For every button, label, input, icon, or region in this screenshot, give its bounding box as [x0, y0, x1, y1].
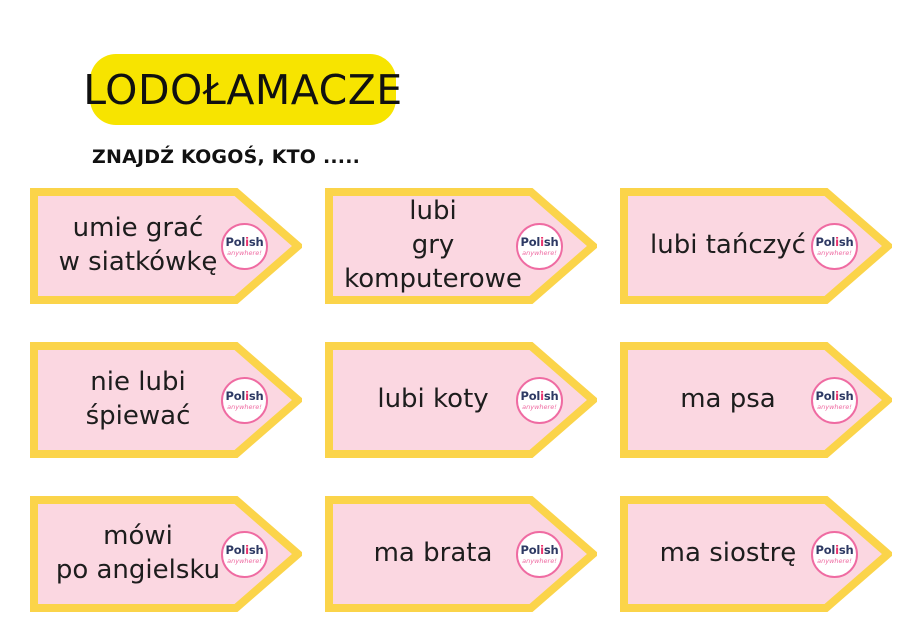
polish-anywhere-logo [221, 531, 268, 578]
logo-wordmark: Polish [225, 389, 264, 403]
card-text [337, 342, 529, 458]
card-line: ma brata [373, 538, 493, 569]
logo-wordmark: Polish [520, 389, 559, 403]
logo-tagline: anywhere! [522, 248, 557, 257]
subtitle: ZNAJDŹ KOGOŚ, KTO ..... [92, 146, 361, 168]
title-badge [83, 54, 403, 125]
card-line: lubi tańczyć [650, 230, 806, 261]
card-4 [30, 342, 302, 458]
card-line: lubi [409, 196, 457, 227]
card-text [42, 496, 234, 612]
card-line: w siatkówkę [58, 247, 218, 277]
card-text [42, 342, 234, 458]
cards-grid [30, 188, 892, 612]
card-line: komputerowe [344, 263, 522, 294]
polish-anywhere-logo [221, 223, 268, 270]
polish-anywhere-logo [516, 223, 563, 270]
polish-anywhere-logo [811, 223, 858, 270]
logo-wordmark: Polish [815, 235, 854, 249]
card-9 [620, 496, 892, 612]
logo-wordmark: Polish [815, 543, 854, 557]
card-line: umie grać [72, 213, 204, 244]
card-1 [30, 188, 302, 304]
card-text [632, 496, 824, 612]
card-2 [325, 188, 597, 304]
card-text [42, 188, 234, 304]
card-line: lubi koty [377, 384, 489, 415]
logo-tagline: anywhere! [817, 402, 852, 411]
card-8 [325, 496, 597, 612]
card-line: nie lubi [90, 367, 186, 398]
logo-wordmark: Polish [225, 543, 264, 557]
card-line: gry [411, 230, 455, 261]
card-6 [620, 342, 892, 458]
card-line: po angielsku [55, 555, 221, 585]
logo-tagline: anywhere! [227, 402, 262, 411]
logo-wordmark: Polish [520, 235, 559, 249]
logo-tagline: anywhere! [522, 556, 557, 565]
card-text [632, 342, 824, 458]
card-7 [30, 496, 302, 612]
logo-tagline: anywhere! [817, 248, 852, 257]
logo-tagline: anywhere! [817, 556, 852, 565]
logo-wordmark: Polish [225, 235, 264, 249]
card-line: mówi [103, 521, 173, 552]
card-text [337, 188, 529, 304]
card-text [632, 188, 824, 304]
polish-anywhere-logo [516, 531, 563, 578]
logo-wordmark: Polish [520, 543, 559, 557]
card-text [337, 496, 529, 612]
card-line: ma psa [680, 384, 776, 415]
card-5 [325, 342, 597, 458]
logo-wordmark: Polish [815, 389, 854, 403]
card-line: śpiewać [85, 401, 191, 431]
polish-anywhere-logo [516, 377, 563, 424]
polish-anywhere-logo [811, 531, 858, 578]
logo-tagline: anywhere! [227, 556, 262, 565]
polish-anywhere-logo [221, 377, 268, 424]
logo-tagline: anywhere! [522, 402, 557, 411]
polish-anywhere-logo [811, 377, 858, 424]
card-3 [620, 188, 892, 304]
logo-tagline: anywhere! [227, 248, 262, 257]
page-title: LODOŁAMACZE [83, 65, 403, 114]
card-line: ma siostrę [659, 538, 797, 569]
